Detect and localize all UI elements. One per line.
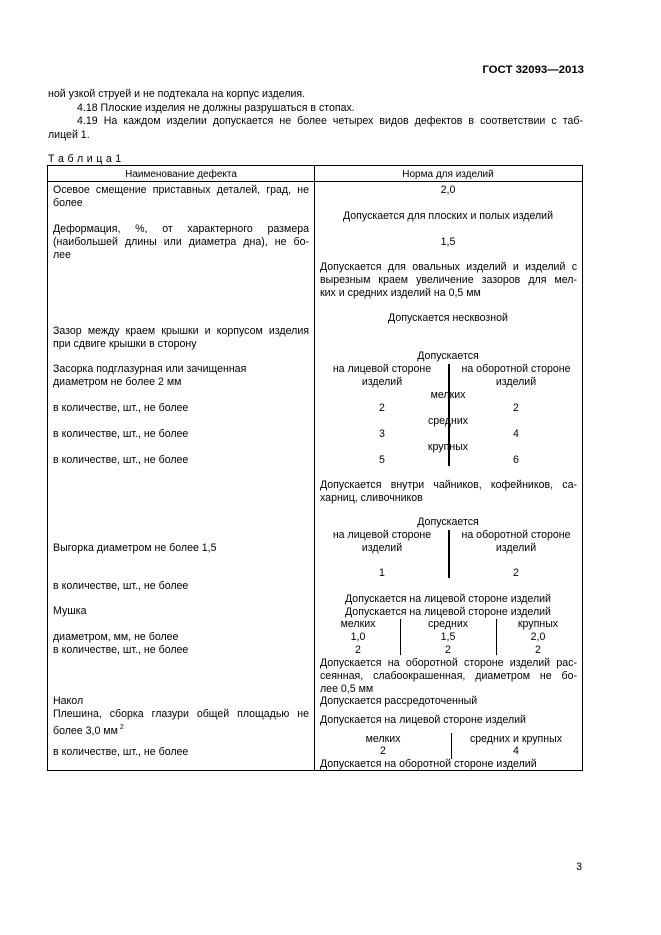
- norm-value: 1,0: [350, 631, 366, 643]
- norm-text: Допускается несквозной: [388, 312, 508, 324]
- defect-name: лее: [53, 249, 71, 261]
- norm-text: лее 0,5 мм: [320, 683, 374, 695]
- document-standard-number: ГОСТ 32093—2013: [482, 64, 584, 76]
- norm-value: 6: [513, 454, 519, 466]
- norm-value: 1: [379, 567, 385, 579]
- norm-text: харниц, сливочников: [320, 492, 423, 504]
- table-header-divider: [47, 181, 583, 182]
- defect-name: Засорка подглазурная или зачищенная: [53, 363, 247, 375]
- norm-value: 3: [379, 428, 385, 440]
- page-number: 3: [576, 861, 582, 873]
- size-label: мелких: [365, 733, 401, 745]
- norm-value: 2: [379, 402, 385, 414]
- size-label: крупных: [427, 441, 469, 453]
- column-header-defect: Наименование дефекта: [125, 169, 237, 180]
- defect-param: в количестве, шт., не более: [53, 428, 189, 440]
- norm-value: 2: [513, 402, 519, 414]
- size-label: мелких: [340, 618, 376, 630]
- burn-side-divider: [448, 530, 450, 578]
- intro-line: 4.19 На каждом изделии допускается не более четырех видов дефектов в соответствии с таб-: [77, 115, 583, 127]
- table-caption: Т а б л и ц а 1: [48, 153, 122, 165]
- norm-text: Допускается для овальных изделий и изделий с: [320, 261, 577, 273]
- side-header-front: изделий: [361, 376, 403, 388]
- defect-name: Осевое смещение приставных деталей, град, не: [53, 184, 309, 196]
- norm-text: Допускается на лицевой стороне изделий: [320, 714, 526, 726]
- intro-line: 4.18 Плоские изделия не должны разрушаться в стопах.: [77, 102, 355, 114]
- table-left-border: [47, 165, 48, 771]
- defect-name: Деформация, %, от характерного размера: [53, 223, 309, 235]
- norm-value: 1,5: [440, 236, 456, 248]
- table-column-divider: [314, 165, 315, 771]
- size-label: средних: [427, 618, 469, 630]
- norm-value: 4: [513, 428, 519, 440]
- norm-value: 2: [380, 745, 386, 757]
- defect-name: Накол: [53, 695, 84, 707]
- norm-text: Допускается на лицевой стороне изделий: [345, 606, 551, 618]
- defect-param: в количестве, шт., не более: [53, 644, 189, 656]
- defect-name: при сдвиге крышки в сторону: [53, 338, 197, 350]
- norm-text: Допускается рассредоточенный: [320, 695, 478, 707]
- bald-size-divider: [451, 733, 452, 759]
- defect-name: Зазор между краем крышки и корпусом изделия: [53, 325, 309, 337]
- side-header-front: на лицевой стороне: [332, 363, 432, 375]
- norm-text: Допускается на оборотной стороне изделий рас-: [320, 657, 577, 669]
- defect-name: Плешина, сборка глазури общей площадью не: [53, 708, 309, 720]
- norm-value: 2,0: [440, 184, 456, 196]
- norm-text: Допускается: [417, 516, 479, 528]
- table-top-border: [47, 165, 583, 166]
- intro-line: ной узкой струей и не подтекала на корпус изделия.: [48, 88, 306, 100]
- norm-text: Допускается на оборотной стороне изделий: [320, 758, 537, 770]
- size-label: средних: [427, 415, 469, 427]
- size-label: крупных: [517, 618, 559, 630]
- defect-name: более: [53, 197, 83, 209]
- defect-param: диаметром, мм, не более: [53, 631, 179, 643]
- intro-line: лицей 1.: [48, 129, 90, 141]
- side-header-back: на оборотной стороне: [461, 363, 571, 375]
- defect-name: диаметром не более 2 мм: [53, 376, 182, 388]
- norm-value: 2: [535, 644, 541, 656]
- defect-param: в количестве, шт., не более: [53, 454, 189, 466]
- norm-text: Допускается внутри чайников, кофейников, са-: [320, 479, 577, 491]
- fly-size-divider-2: [496, 619, 497, 655]
- table-right-border: [582, 165, 583, 771]
- norm-text: Допускается: [417, 350, 479, 362]
- side-header-back: изделий: [495, 542, 537, 554]
- defect-name: более 3,0 мм $^2$: [53, 724, 124, 737]
- side-header-front: на лицевой стороне: [332, 529, 432, 541]
- defect-name: Выгорка диаметром не более 1,5: [53, 542, 217, 554]
- norm-text: Допускается для плоских и полых изделий: [342, 210, 554, 222]
- superscript: 2: [119, 724, 124, 731]
- norm-value: 2: [355, 644, 361, 656]
- norm-value: 2,0: [530, 631, 546, 643]
- norm-value: 2: [445, 644, 451, 656]
- norm-value: 4: [513, 745, 519, 757]
- size-label: мелких: [430, 389, 466, 401]
- norm-text: вырезным краем увеличение зазоров для мел-: [320, 274, 577, 286]
- norm-value: 1,5: [440, 631, 456, 643]
- side-header-back: изделий: [495, 376, 537, 388]
- norm-value: 2: [513, 567, 519, 579]
- side-header-back: на оборотной стороне: [461, 529, 571, 541]
- size-label: средних и крупных: [469, 733, 563, 745]
- norm-text: сеянная, слабоокрашенная, диаметром не бо-: [320, 670, 577, 682]
- defect-name: Мушка: [53, 605, 87, 617]
- defect-name: (наибольшей длины или диаметра дна), не бо-: [53, 236, 309, 248]
- norm-text: Допускается на лицевой стороне изделий: [345, 593, 551, 605]
- norm-value: 5: [379, 454, 385, 466]
- defect-param: в количестве, шт., не более: [53, 746, 189, 758]
- norm-text: ких и средних изделий на 0,5 мм: [320, 287, 481, 299]
- column-header-norm: Норма для изделий: [402, 169, 494, 180]
- side-header-front: изделий: [361, 542, 403, 554]
- defect-param: в количестве, шт., не более: [53, 580, 189, 592]
- fly-size-divider-1: [400, 619, 401, 655]
- defect-param: в количестве, шт., не более: [53, 402, 189, 414]
